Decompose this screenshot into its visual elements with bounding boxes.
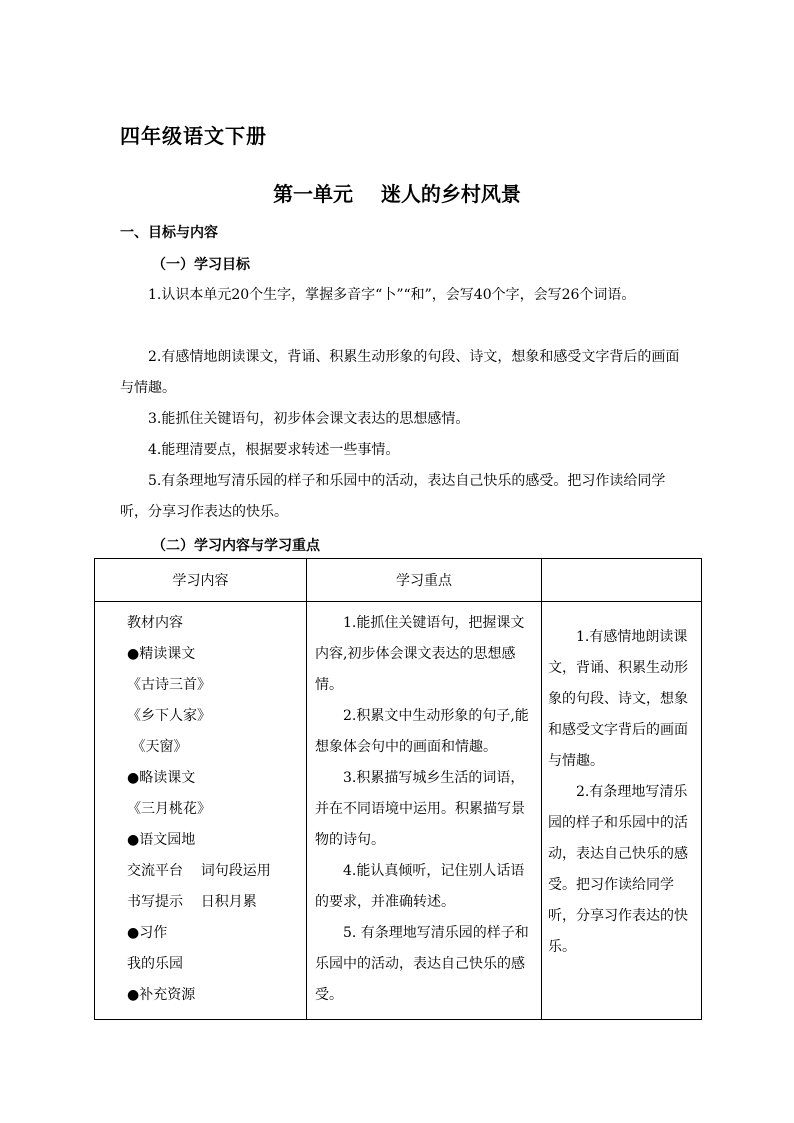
list-item: ●精读课文	[127, 646, 196, 662]
list-item: 《三月桃花》	[127, 801, 211, 817]
header-learning-focus: 学习重点	[307, 559, 542, 602]
list-item: ●语文园地	[127, 832, 196, 848]
focus-item-2: 2.积累文中生动形象的句子,能想象体会句中的画面和情趣。	[315, 708, 529, 755]
header-blank	[542, 559, 702, 602]
content-focus-table	[94, 558, 702, 1020]
goal-item-2: 2.有感情地朗读课文，背诵、积累生动形象的句段、诗文，想象和感受文字背后的画面与情趣。	[120, 349, 680, 396]
extra-item-1: 1.有感情地朗读课文，背诵、积累生动形象的句段、诗文，想象和感受文字背后的画面与情趣。	[548, 629, 688, 769]
focus-item-1: 1.能抓住关键语句，把握课文内容,初步体会课文表达的思想感情。	[315, 615, 525, 693]
extra-item-2: 2.有条理地写清乐园的样子和乐园中的活动，表达自己快乐的感受。把习作读给同学听，分享习作表达的快乐。	[548, 784, 688, 955]
goal-item-5: 5.有条理地写清乐园的样子和乐园中的活动，表达自己快乐的感受。把习作读给同学听，分享习作表达的快乐。	[120, 473, 666, 520]
table-row	[95, 602, 702, 1020]
goal-item-1: 1.认识本单元20个生字，掌握多音字“卜”“和”，会写40个字，会写26个词语。	[148, 287, 636, 303]
list-item: 《天窗》	[127, 739, 188, 755]
goal-item-4: 4.能理清要点，根据要求转述一些事情。	[148, 442, 400, 458]
focus-item-5: 5. 有条理地写清乐园的样子和乐园中的活动，表达自己快乐的感受。	[315, 925, 529, 1003]
list-item: 教材内容	[127, 615, 183, 631]
focus-item-4: 4.能认真倾听，记住别人话语的要求，并准确转述。	[315, 863, 525, 910]
list-item: 书写提示 日积月累	[127, 894, 257, 910]
list-item: ●习作	[127, 925, 168, 941]
content-cell	[95, 602, 307, 1020]
subsection-heading-content-focus: （二）学习内容与学习重点	[152, 538, 320, 554]
focus-item-3: 3.积累描写城乡生活的词语，并在不同语境中运用。积累描写景物的诗句。	[315, 770, 525, 848]
list-item: ●补充资源	[127, 987, 196, 1003]
book-title: 四年级语文下册	[120, 124, 267, 148]
unit-title: 第一单元 迷人的乡村风景	[273, 182, 521, 206]
list-item: 交流平台 词句段运用	[127, 863, 271, 879]
list-item: 《古诗三首》	[127, 677, 211, 693]
list-item: 我的乐园	[127, 956, 183, 972]
header-learning-content: 学习内容	[95, 559, 307, 602]
list-item: ●略读课文	[127, 770, 196, 786]
section-heading-goals-content: 一、目标与内容	[120, 225, 218, 241]
list-item: 《乡下人家》	[127, 708, 211, 724]
extra-focus-cell	[542, 602, 702, 1020]
goal-item-3: 3.能抓住关键语句，初步体会课文表达的思想感情。	[148, 411, 470, 427]
subsection-heading-learning-goals: （一）学习目标	[152, 257, 250, 273]
table-header-row	[95, 559, 702, 602]
focus-cell	[307, 602, 542, 1020]
